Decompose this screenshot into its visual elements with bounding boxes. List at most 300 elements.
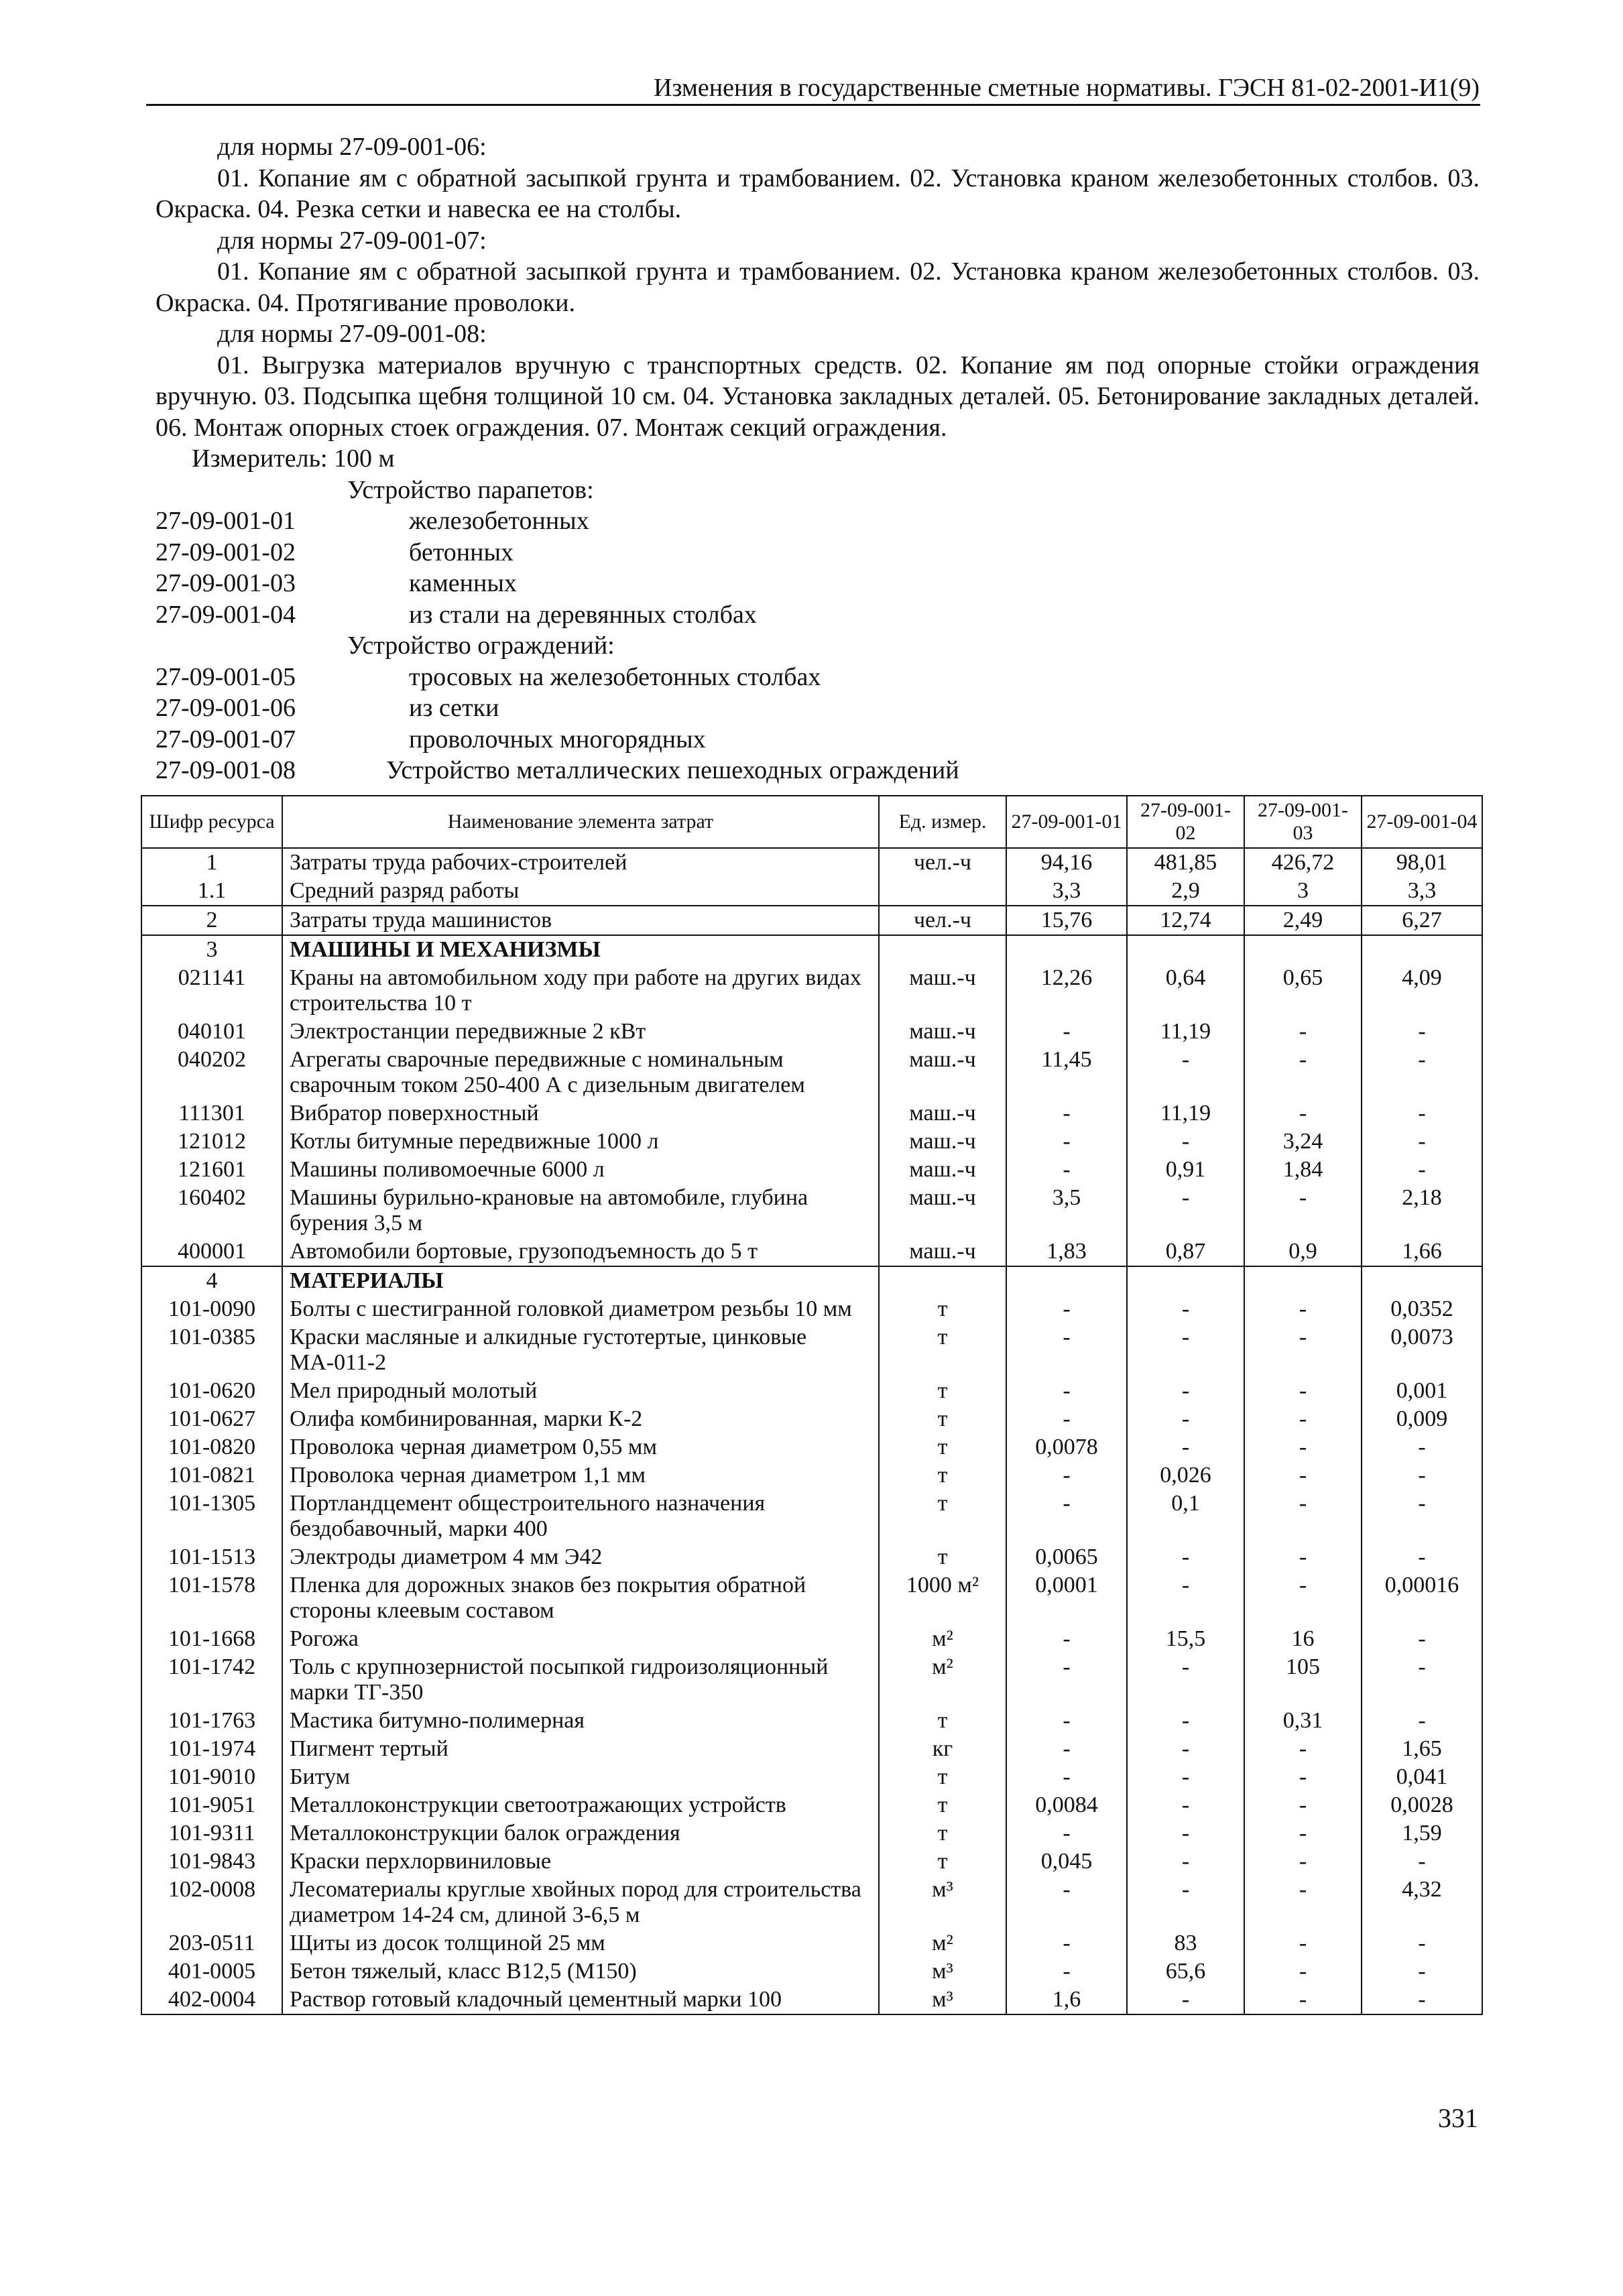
resource-code-cell: 101-0385 <box>141 1323 282 1377</box>
value-cell: 94,16 <box>1006 848 1127 877</box>
table-row <box>141 1237 1482 1266</box>
resource-name-cell: Бетон тяжелый, класс В12,5 (М150) <box>282 1957 879 1986</box>
value-cell: - <box>1362 1707 1482 1735</box>
table-row <box>141 1707 1482 1735</box>
resource-code-cell: 040202 <box>141 1046 282 1099</box>
value-cell: 3,24 <box>1244 1128 1362 1156</box>
value-cell: - <box>1006 1490 1127 1543</box>
value-cell: 15,76 <box>1006 906 1127 935</box>
table-row <box>141 1625 1482 1653</box>
resource-code-cell: 3 <box>141 935 282 964</box>
value-cell: 481,85 <box>1127 848 1244 877</box>
resource-name-cell: Лесоматериалы круглые хвойных пород для строительства диаметром 14-24 см, длиной 3-6,5 м <box>282 1876 879 1929</box>
value-cell: 0,87 <box>1127 1237 1244 1266</box>
value-cell: - <box>1006 1099 1127 1128</box>
table-row <box>141 1791 1482 1819</box>
value-cell: - <box>1362 1625 1482 1653</box>
value-cell: - <box>1244 1986 1362 2014</box>
table-row <box>141 1405 1482 1433</box>
unit-cell <box>879 935 1006 964</box>
resource-code-cell: 101-9010 <box>141 1763 282 1791</box>
resource-code-cell: 101-1305 <box>141 1490 282 1543</box>
unit-cell <box>879 1266 1006 1295</box>
resource-name-cell: Мастика битумно-полимерная <box>282 1707 879 1735</box>
table-row <box>141 1046 1482 1099</box>
table-row <box>141 1986 1482 2014</box>
value-cell: - <box>1244 1735 1362 1763</box>
value-cell: - <box>1362 1046 1482 1099</box>
value-cell: - <box>1127 1763 1244 1791</box>
value-cell: - <box>1127 1791 1244 1819</box>
table-row <box>141 1377 1482 1405</box>
norm-label-08: для нормы 27-09-001-08: <box>217 320 487 348</box>
resource-code-cell: 101-0820 <box>141 1433 282 1461</box>
measure-unit: Измеритель: 100 м <box>192 444 395 473</box>
resource-code-cell: 101-1763 <box>141 1707 282 1735</box>
code-row: 27-09-001-07 проволочных многорядных <box>156 725 706 753</box>
value-cell: 2,49 <box>1244 906 1362 935</box>
table-row <box>141 1929 1482 1957</box>
resource-name-cell: Портландцемент общестроительного назначения бездобавочный, марки 400 <box>282 1490 879 1543</box>
value-cell: 1,59 <box>1362 1819 1482 1848</box>
value-cell: - <box>1127 1986 1244 2014</box>
value-cell: - <box>1244 1295 1362 1323</box>
value-cell: - <box>1006 1625 1127 1653</box>
value-cell: 11,19 <box>1127 1099 1244 1128</box>
resource-code-cell: 101-1974 <box>141 1735 282 1763</box>
value-cell: 0,9 <box>1244 1237 1362 1266</box>
value-cell: - <box>1244 1791 1362 1819</box>
value-cell: - <box>1006 1819 1127 1848</box>
table-header-row <box>141 796 1482 848</box>
value-cell: - <box>1127 1543 1244 1571</box>
value-cell: 0,91 <box>1127 1156 1244 1184</box>
code-row: 27-09-001-03 каменных <box>156 569 517 597</box>
resource-name-cell: Электростанции передвижные 2 кВт <box>282 1018 879 1046</box>
resource-code-cell: 101-1668 <box>141 1625 282 1653</box>
table-row <box>141 1323 1482 1377</box>
resource-name-cell: Щиты из досок толщиной 25 мм <box>282 1929 879 1957</box>
code-row: 27-09-001-06 из сетки <box>156 694 499 722</box>
value-cell: 4,09 <box>1362 964 1482 1018</box>
resource-name-cell: Краски перхлорвиниловые <box>282 1848 879 1876</box>
resource-name-cell: Мел природный молотый <box>282 1377 879 1405</box>
column-header: Ед. измер. <box>879 796 1006 848</box>
resource-name-cell: Электроды диаметром 4 мм Э42 <box>282 1543 879 1571</box>
resource-code-cell: 203-0511 <box>141 1929 282 1957</box>
table-row <box>141 1018 1482 1046</box>
value-cell: 0,0028 <box>1362 1791 1482 1819</box>
norm-text-06: 01. Копание ям с обратной засыпкой грунта и трамбованием. 02. Установка краном железобетонных столбов. 03. Окраска. 04. Резка сетки и навеска ее на столбы. <box>156 164 1480 223</box>
unit-cell: м² <box>879 1653 1006 1707</box>
value-cell: 1,65 <box>1362 1735 1482 1763</box>
resource-code-cell: 2 <box>141 906 282 935</box>
value-cell: - <box>1244 1571 1362 1625</box>
value-cell: - <box>1244 1046 1362 1099</box>
value-cell: - <box>1244 1819 1362 1848</box>
value-cell: - <box>1127 1184 1244 1237</box>
value-cell: 2,18 <box>1362 1184 1482 1237</box>
resource-name-cell: МАШИНЫ И МЕХАНИЗМЫ <box>282 935 879 964</box>
resource-name-cell: Пленка для дорожных знаков без покрытия обратной стороны клеевым составом <box>282 1571 879 1625</box>
value-cell: - <box>1127 1848 1244 1876</box>
resource-name-cell: Рогожа <box>282 1625 879 1653</box>
value-cell: 1,83 <box>1006 1237 1127 1266</box>
unit-cell: т <box>879 1377 1006 1405</box>
value-cell: - <box>1362 1433 1482 1461</box>
resource-table <box>141 795 1483 2015</box>
resource-name-cell: Машины бурильно-крановые на автомобиле, глубина бурения 3,5 м <box>282 1184 879 1237</box>
value-cell: - <box>1362 1099 1482 1128</box>
table-row <box>141 1099 1482 1128</box>
value-cell: - <box>1244 1957 1362 1986</box>
value-cell: 0,026 <box>1127 1461 1244 1490</box>
resource-code-cell: 402-0004 <box>141 1986 282 2014</box>
value-cell: - <box>1006 1763 1127 1791</box>
unit-cell: м³ <box>879 1986 1006 2014</box>
value-cell: - <box>1244 1099 1362 1128</box>
unit-cell: 1000 м² <box>879 1571 1006 1625</box>
value-cell: 0,045 <box>1006 1848 1127 1876</box>
resource-name-cell: Олифа комбинированная, марки К-2 <box>282 1405 879 1433</box>
table-row <box>141 1763 1482 1791</box>
norm-label-06: для нормы 27-09-001-06: <box>217 133 487 161</box>
value-cell: - <box>1127 1295 1244 1323</box>
column-header: 27-09-001-04 <box>1362 796 1482 848</box>
value-cell: 11,45 <box>1006 1046 1127 1099</box>
table-row <box>141 1461 1482 1490</box>
table-row <box>141 1819 1482 1848</box>
table-row <box>141 848 1482 877</box>
value-cell: - <box>1362 1128 1482 1156</box>
value-cell: 3,3 <box>1362 877 1482 906</box>
value-cell: 0,0084 <box>1006 1791 1127 1819</box>
value-cell: 0,0001 <box>1006 1571 1127 1625</box>
value-cell: 98,01 <box>1362 848 1482 877</box>
value-cell: - <box>1362 1986 1482 2014</box>
unit-cell: чел.-ч <box>879 848 1006 877</box>
value-cell: 0,0078 <box>1006 1433 1127 1461</box>
value-cell <box>1006 1266 1127 1295</box>
value-cell: 6,27 <box>1362 906 1482 935</box>
resource-name-cell: Средний разряд работы <box>282 877 879 906</box>
norm-text-08: 01. Выгрузка материалов вручную с транспортных средств. 02. Копание ям под опорные стойки ограждения вручную. 03. Подсыпка щебня толщиной 10 см. 04. Установка закладных деталей. 05. Бетонирование закладных деталей. 06. Монтаж опорных стоек ограждения. 07. Монтаж секций ограждения. <box>156 351 1480 442</box>
code-group-heading: Устройство ограждений: <box>347 631 615 660</box>
resource-name-cell: Краски масляные и алкидные густотертые, цинковые МА-011-2 <box>282 1323 879 1377</box>
value-cell: 1,66 <box>1362 1237 1482 1266</box>
resource-name-cell: Агрегаты сварочные передвижные с номинальным сварочным током 250-400 А с дизельным двигателем <box>282 1046 879 1099</box>
unit-cell: т <box>879 1791 1006 1819</box>
value-cell: 15,5 <box>1127 1625 1244 1653</box>
unit-cell: м³ <box>879 1957 1006 1986</box>
value-cell: - <box>1006 1295 1127 1323</box>
value-cell: 16 <box>1244 1625 1362 1653</box>
value-cell: - <box>1362 1929 1482 1957</box>
unit-cell: маш.-ч <box>879 1156 1006 1184</box>
value-cell: - <box>1244 1018 1362 1046</box>
column-header: 27-09-001-03 <box>1244 796 1362 848</box>
unit-cell: т <box>879 1323 1006 1377</box>
value-cell: - <box>1127 1323 1244 1377</box>
unit-cell: кг <box>879 1735 1006 1763</box>
value-cell: - <box>1127 1819 1244 1848</box>
value-cell: 3,3 <box>1006 877 1127 906</box>
table-row <box>141 1957 1482 1986</box>
unit-cell: т <box>879 1707 1006 1735</box>
resource-name-cell: Вибратор поверхностный <box>282 1099 879 1128</box>
value-cell: 12,26 <box>1006 964 1127 1018</box>
value-cell: - <box>1127 1405 1244 1433</box>
table-row <box>141 1735 1482 1763</box>
value-cell: - <box>1244 1490 1362 1543</box>
resource-code-cell: 401-0005 <box>141 1957 282 1986</box>
value-cell: - <box>1244 1763 1362 1791</box>
code-row: 27-09-001-08 Устройство металлических пешеходных ограждений <box>156 756 959 784</box>
unit-cell: м² <box>879 1625 1006 1653</box>
table-row <box>141 1184 1482 1237</box>
value-cell <box>1127 935 1244 964</box>
code-row: 27-09-001-05 тросовых на железобетонных столбах <box>156 662 821 691</box>
unit-cell: т <box>879 1543 1006 1571</box>
code-row: 27-09-001-02 бетонных <box>156 538 514 566</box>
resource-name-cell: Затраты труда машинистов <box>282 906 879 935</box>
resource-code-cell: 021141 <box>141 964 282 1018</box>
resource-code-cell: 400001 <box>141 1237 282 1266</box>
resource-code-cell: 1.1 <box>141 877 282 906</box>
value-cell: 1,84 <box>1244 1156 1362 1184</box>
resource-code-cell: 040101 <box>141 1018 282 1046</box>
value-cell: - <box>1006 1929 1127 1957</box>
table-row <box>141 1543 1482 1571</box>
resource-name-cell: Автомобили бортовые, грузоподъемность до 5 т <box>282 1237 879 1266</box>
value-cell: - <box>1362 1543 1482 1571</box>
norm-label-07: для нормы 27-09-001-07: <box>217 226 487 255</box>
value-cell: 0,1 <box>1127 1490 1244 1543</box>
value-cell: - <box>1244 1876 1362 1929</box>
column-header: Наименование элемента затрат <box>282 796 879 848</box>
resource-code-cell: 102-0008 <box>141 1876 282 1929</box>
resource-name-cell: Котлы битумные передвижные 1000 л <box>282 1128 879 1156</box>
column-header: 27-09-001-01 <box>1006 796 1127 848</box>
resource-code-cell: 101-9843 <box>141 1848 282 1876</box>
unit-cell: т <box>879 1490 1006 1543</box>
column-header: 27-09-001-02 <box>1127 796 1244 848</box>
unit-cell: т <box>879 1763 1006 1791</box>
value-cell: - <box>1006 1653 1127 1707</box>
table-row <box>141 1571 1482 1625</box>
value-cell: - <box>1244 1433 1362 1461</box>
resource-name-cell: Проволока черная диаметром 0,55 мм <box>282 1433 879 1461</box>
value-cell: 65,6 <box>1127 1957 1244 1986</box>
resource-name-cell: Машины поливомоечные 6000 л <box>282 1156 879 1184</box>
value-cell <box>1362 1266 1482 1295</box>
resource-code-cell: 101-0627 <box>141 1405 282 1433</box>
value-cell: - <box>1244 1461 1362 1490</box>
resource-name-cell: Битум <box>282 1763 879 1791</box>
resource-name-cell: Металлоконструкции светоотражающих устройств <box>282 1791 879 1819</box>
table-row <box>141 1295 1482 1323</box>
table-row <box>141 1128 1482 1156</box>
resource-name-cell: Затраты труда рабочих-строителей <box>282 848 879 877</box>
value-cell: - <box>1362 1848 1482 1876</box>
value-cell: - <box>1006 1405 1127 1433</box>
header-rule <box>146 104 1480 106</box>
value-cell: 0,0352 <box>1362 1295 1482 1323</box>
table-row <box>141 964 1482 1018</box>
unit-cell: маш.-ч <box>879 1184 1006 1237</box>
unit-cell: маш.-ч <box>879 1099 1006 1128</box>
value-cell <box>1362 935 1482 964</box>
unit-cell: маш.-ч <box>879 964 1006 1018</box>
norm-code-list <box>156 475 1480 786</box>
value-cell: - <box>1006 1323 1127 1377</box>
unit-cell: маш.-ч <box>879 1046 1006 1099</box>
value-cell: 4,32 <box>1362 1876 1482 1929</box>
value-cell: - <box>1006 1461 1127 1490</box>
value-cell: - <box>1127 1707 1244 1735</box>
unit-cell: маш.-ч <box>879 1237 1006 1266</box>
table-row <box>141 877 1482 906</box>
table-body <box>141 848 1482 2014</box>
value-cell: 0,041 <box>1362 1763 1482 1791</box>
value-cell: - <box>1244 1405 1362 1433</box>
value-cell: - <box>1362 1653 1482 1707</box>
value-cell: - <box>1006 1156 1127 1184</box>
page-number: 331 <box>1438 2103 1478 2133</box>
resource-name-cell: Краны на автомобильном ходу при работе на других видах строительства 10 т <box>282 964 879 1018</box>
value-cell: 1,6 <box>1006 1986 1127 2014</box>
value-cell: - <box>1127 1653 1244 1707</box>
resource-name-cell: Металлоконструкции балок ограждения <box>282 1819 879 1848</box>
resource-code-cell: 121601 <box>141 1156 282 1184</box>
resource-code-cell: 4 <box>141 1266 282 1295</box>
value-cell: - <box>1006 1128 1127 1156</box>
value-cell: 3 <box>1244 877 1362 906</box>
value-cell: 105 <box>1244 1653 1362 1707</box>
value-cell: - <box>1244 1377 1362 1405</box>
value-cell: 11,19 <box>1127 1018 1244 1046</box>
table-row <box>141 906 1482 935</box>
value-cell: - <box>1006 1018 1127 1046</box>
column-header: Шифр ресурса <box>141 796 282 848</box>
resource-code-cell: 101-0821 <box>141 1461 282 1490</box>
value-cell: - <box>1127 1735 1244 1763</box>
value-cell <box>1244 935 1362 964</box>
value-cell: 3,5 <box>1006 1184 1127 1237</box>
table-row <box>141 1433 1482 1461</box>
value-cell: 0,00016 <box>1362 1571 1482 1625</box>
value-cell: - <box>1362 1490 1482 1543</box>
value-cell: - <box>1006 1377 1127 1405</box>
unit-cell: т <box>879 1295 1006 1323</box>
unit-cell: чел.-ч <box>879 906 1006 935</box>
resource-code-cell: 101-9311 <box>141 1819 282 1848</box>
unit-cell <box>879 877 1006 906</box>
resource-code-cell: 160402 <box>141 1184 282 1237</box>
value-cell: - <box>1362 1156 1482 1184</box>
value-cell: 0,001 <box>1362 1377 1482 1405</box>
norm-text-07: 01. Копание ям с обратной засыпкой грунта и трамбованием. 02. Установка краном железобетонных столбов. 03. Окраска. 04. Протягивание проволоки. <box>156 257 1480 317</box>
value-cell: - <box>1006 1735 1127 1763</box>
value-cell: 0,009 <box>1362 1405 1482 1433</box>
code-row: 27-09-001-01 железобетонных <box>156 507 589 535</box>
resource-name-cell: Раствор готовый кладочный цементный марки 100 <box>282 1986 879 2014</box>
value-cell <box>1006 935 1127 964</box>
value-cell: 0,31 <box>1244 1707 1362 1735</box>
table-row <box>141 1653 1482 1707</box>
resource-name-cell: Болты с шестигранной головкой диаметром резьбы 10 мм <box>282 1295 879 1323</box>
running-header: Изменения в государственные сметные нормативы. ГЭСН 81-02-2001-И1(9) <box>653 74 1480 102</box>
table-row <box>141 1156 1482 1184</box>
value-cell: 2,9 <box>1127 877 1244 906</box>
value-cell: - <box>1362 1461 1482 1490</box>
value-cell: - <box>1244 1184 1362 1237</box>
value-cell: - <box>1362 1957 1482 1986</box>
table-row <box>141 1848 1482 1876</box>
table-row <box>141 1490 1482 1543</box>
value-cell: - <box>1244 1323 1362 1377</box>
resource-name-cell: Проволока черная диаметром 1,1 мм <box>282 1461 879 1490</box>
resource-code-cell: 111301 <box>141 1099 282 1128</box>
resource-code-cell: 101-0620 <box>141 1377 282 1405</box>
resource-code-cell: 101-9051 <box>141 1791 282 1819</box>
resource-name-cell: Толь с крупнозернистой посыпкой гидроизоляционный марки ТГ-350 <box>282 1653 879 1707</box>
value-cell: - <box>1244 1929 1362 1957</box>
unit-cell: т <box>879 1848 1006 1876</box>
value-cell <box>1244 1266 1362 1295</box>
code-group-heading: Устройство парапетов: <box>347 475 594 504</box>
value-cell: 426,72 <box>1244 848 1362 877</box>
resource-code-cell: 121012 <box>141 1128 282 1156</box>
unit-cell: м³ <box>879 1876 1006 1929</box>
value-cell: - <box>1127 1377 1244 1405</box>
table-row <box>141 1876 1482 1929</box>
resource-name-cell: МАТЕРИАЛЫ <box>282 1266 879 1295</box>
resource-name-cell: Пигмент тертый <box>282 1735 879 1763</box>
value-cell: - <box>1127 1128 1244 1156</box>
value-cell: - <box>1127 1046 1244 1099</box>
table-row <box>141 935 1482 964</box>
value-cell: 0,0065 <box>1006 1543 1127 1571</box>
unit-cell: м² <box>879 1929 1006 1957</box>
resource-code-cell: 1 <box>141 848 282 877</box>
value-cell: 12,74 <box>1127 906 1244 935</box>
value-cell: - <box>1127 1433 1244 1461</box>
value-cell: 0,0073 <box>1362 1323 1482 1377</box>
resource-code-cell: 101-0090 <box>141 1295 282 1323</box>
unit-cell: т <box>879 1433 1006 1461</box>
document-body <box>156 131 1480 786</box>
value-cell: - <box>1127 1876 1244 1929</box>
unit-cell: маш.-ч <box>879 1018 1006 1046</box>
value-cell: 0,65 <box>1244 964 1362 1018</box>
value-cell: - <box>1006 1957 1127 1986</box>
resource-code-cell: 101-1578 <box>141 1571 282 1625</box>
value-cell: 83 <box>1127 1929 1244 1957</box>
unit-cell: т <box>879 1461 1006 1490</box>
resource-code-cell: 101-1513 <box>141 1543 282 1571</box>
value-cell: - <box>1362 1018 1482 1046</box>
resource-code-cell: 101-1742 <box>141 1653 282 1707</box>
value-cell: - <box>1127 1571 1244 1625</box>
value-cell <box>1127 1266 1244 1295</box>
unit-cell: т <box>879 1819 1006 1848</box>
value-cell: - <box>1244 1543 1362 1571</box>
unit-cell: маш.-ч <box>879 1128 1006 1156</box>
value-cell: - <box>1006 1876 1127 1929</box>
unit-cell: т <box>879 1405 1006 1433</box>
value-cell: - <box>1006 1707 1127 1735</box>
